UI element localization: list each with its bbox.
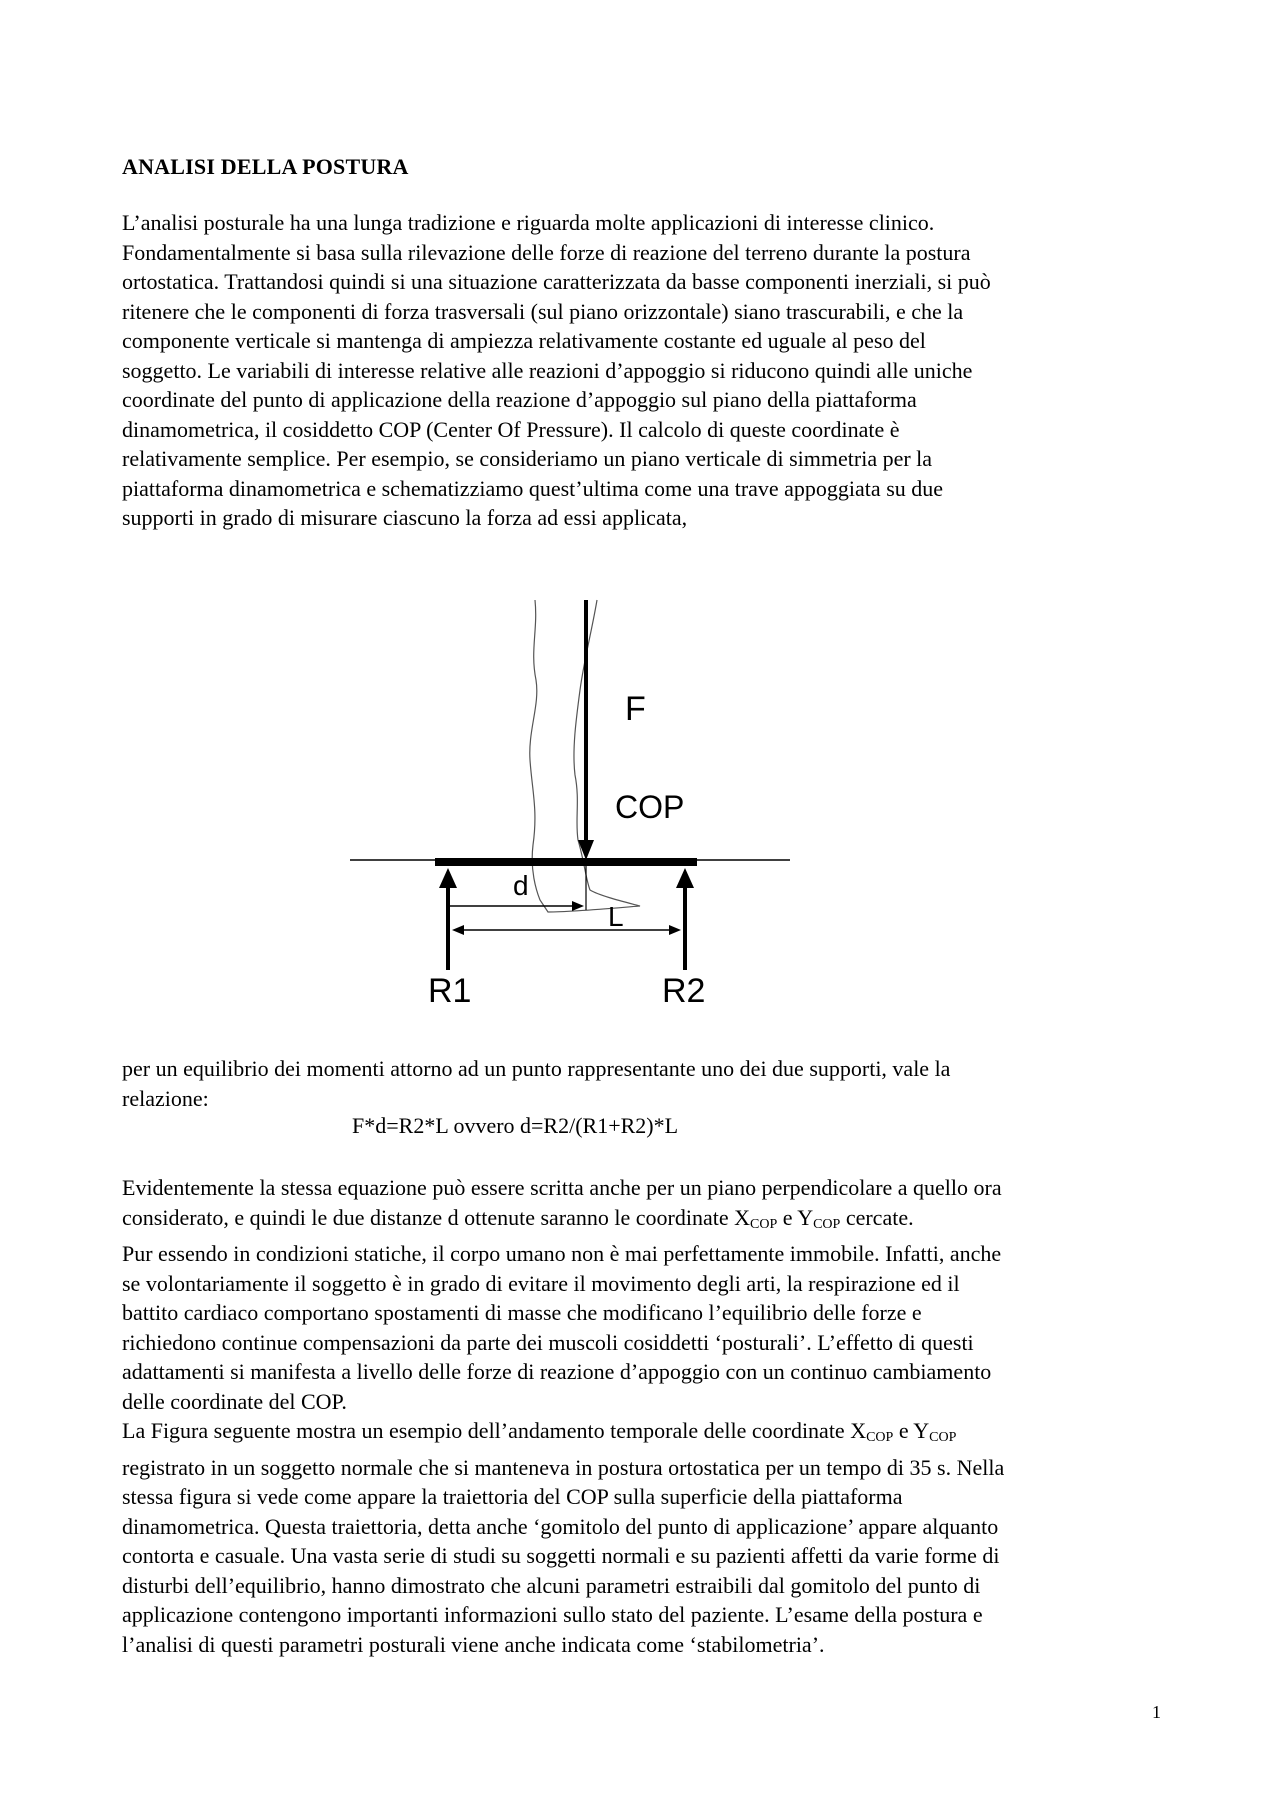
label-f: F xyxy=(625,690,646,728)
text-line: applicazione contengono importanti informazioni sullo stato del paziente. L’esame della postura e xyxy=(122,1602,983,1627)
text-line: adattamenti si manifesta a livello delle forze di reazione d’appoggio con un continuo cambiamento xyxy=(122,1359,992,1384)
text-line: considerato, e quindi le due distanze d ottenute saranno le coordinate $X_{COP}$ e $Y_{COP}$ cercate. xyxy=(122,1204,914,1232)
label-r2: R2 xyxy=(662,972,706,1010)
text-line: Pur essendo in condizioni statiche, il corpo umano non è mai perfettamente immobile. Infatti, anche xyxy=(122,1241,1002,1266)
cop-diagram xyxy=(340,590,800,1020)
formula: F*d=R2*L ovvero d=R2/(R1+R2)*L xyxy=(352,1113,679,1138)
text-line: disturbi dell’equilibrio, hanno dimostrato che alcuni parametri estraibili dal gomitolo del punto di xyxy=(122,1572,981,1598)
text-line: L’analisi posturale ha una lunga tradizione e riguarda molte applicazioni di interesse clinico. xyxy=(122,210,935,235)
reaction-r1-arrowhead xyxy=(439,868,457,888)
text-line: soggetto. Le variabili di interesse relative alle reazioni d’appoggio si riducono quindi alle uniche xyxy=(122,357,973,383)
page-title: ANALISI DELLA POSTURA xyxy=(122,154,409,179)
text-line: Evidentemente la stessa equazione può essere scritta anche per un piano perpendicolare a quello ora xyxy=(122,1175,1002,1200)
reaction-r2-arrowhead xyxy=(676,868,694,888)
text-line: delle coordinate del COP. xyxy=(122,1388,347,1414)
text-line: ritenere che le componenti di forza trasversali (sul piano orizzontale) siano trascurabili, e che la xyxy=(122,298,964,324)
dimension-l-right-arrowhead xyxy=(669,925,681,935)
text-line: coordinate del punto di applicazione della reazione d’appoggio sul piano della piattaforma xyxy=(122,387,917,412)
dimension-l-left-arrowhead xyxy=(452,925,464,935)
text-line: piattaforma dinamometrica e schematizziamo quest’ultima come una trave appoggiata su due xyxy=(122,475,944,501)
text-line: per un equilibrio dei momenti attorno ad un punto rappresentante uno dei due supporti, vale la xyxy=(122,1056,951,1081)
label-d: d xyxy=(513,870,529,901)
paragraph-intro xyxy=(122,208,1172,533)
text-line: supporti in grado di misurare ciascuno la forza ad essi applicata, xyxy=(122,505,688,530)
text-line: registrato in un soggetto normale che si manteneva in postura ortostatica per un tempo di 35 s. Nella xyxy=(122,1454,1005,1480)
text-line: dinamometrica, il cosiddetto COP (Center Of Pressure). Il calcolo di queste coordinate è xyxy=(122,416,900,442)
text-line: ortostatica. Trattandosi quindi si una situazione caratterizzata da basse componenti inerziali, si può xyxy=(122,269,991,294)
text-line: La Figura seguente mostra un esempio dell’andamento temporale delle coordinate $X_{COP}$ e $Y_{COP}$ xyxy=(122,1418,957,1445)
text-line: relativamente semplice. Per esempio, se consideriamo un piano verticale di simmetria per la xyxy=(122,446,933,471)
platform-beam xyxy=(435,858,697,866)
text-line: relazione: xyxy=(122,1085,209,1111)
text-line: se volontariamente il soggetto è in grado di evitare il movimento degli arti, la respirazione ed il xyxy=(122,1270,960,1296)
label-cop: COP xyxy=(615,789,685,825)
label-l: L xyxy=(608,901,624,932)
text-line: stessa figura si vede come appare la traiettoria del COP sulla superficie della piattaforma xyxy=(122,1484,903,1509)
dimension-d-arrowhead xyxy=(572,901,584,911)
paragraph-equilibrium xyxy=(122,1054,1172,1113)
page-number: 1 xyxy=(1152,1702,1161,1722)
text-line: dinamometrica. Questa traiettoria, detta anche ‘gomitolo del punto di applicazione’ appare alquanto xyxy=(122,1513,999,1539)
text-line: richiedono continue compensazioni da parte dei muscoli cosiddetti ‘posturali’. L’effetto di questi xyxy=(122,1329,974,1355)
text-line: componente verticale si mantenga di ampiezza relativamente costante ed uguale al peso del xyxy=(122,328,926,353)
text-line: Fondamentalmente si basa sulla rilevazione delle forze di reazione del terreno durante la postura xyxy=(122,239,971,265)
label-r1: R1 xyxy=(428,972,472,1010)
paragraph-cop-coordinates xyxy=(122,1173,1172,1659)
text-line: contorta e casuale. Una vasta serie di studi su soggetti normali e su pazienti affetti da varie forme di xyxy=(122,1543,1000,1568)
text-line: battito cardiaco comportano spostamenti di masse che modificano l’equilibrio delle forze e xyxy=(122,1300,922,1325)
text-line: l’analisi di questi parametri posturali viene anche indicata come ‘stabilometria’. xyxy=(122,1631,825,1657)
